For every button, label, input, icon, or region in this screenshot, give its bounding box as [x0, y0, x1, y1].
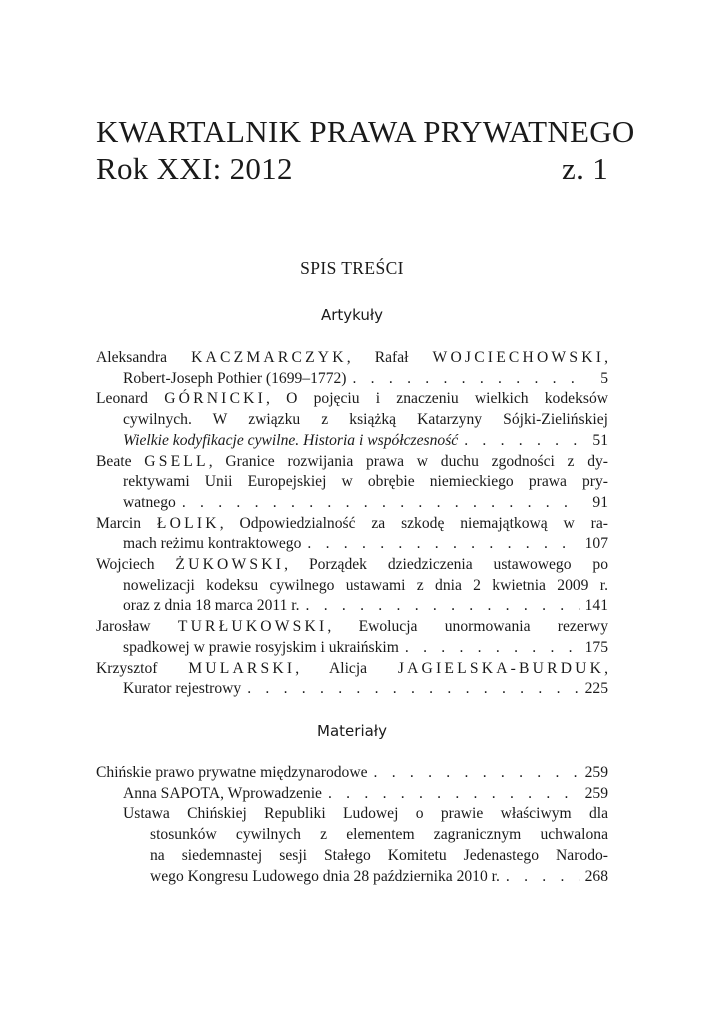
journal-issue: z. 1	[562, 151, 608, 186]
material-title: Ustawa Chińskiej Republiki Ludowej o prawie właściwym dla	[123, 805, 608, 823]
author-surname: WOJCIECHOWSKI	[432, 349, 605, 366]
article-title: , Porządek dziedziczenia ustawowego po	[284, 556, 608, 574]
journal-title-line	[96, 113, 635, 150]
toc-entry-line	[96, 846, 608, 867]
page-number: 5	[600, 369, 608, 387]
leader-dots	[346, 369, 580, 390]
materials-heading: Materiały	[317, 722, 387, 740]
author-first-name: Krzysztof	[96, 659, 158, 677]
toc-entry-line	[96, 493, 608, 514]
author-separator: ,	[604, 659, 609, 677]
toc-entry-line: Aleksandra KACZMARCZYK, Rafał WOJCIECHOWSKI,	[96, 349, 608, 366]
page-number: 268	[584, 867, 608, 885]
toc-entry-mularski[interactable]	[96, 659, 608, 700]
author-surname: GSELL	[144, 452, 209, 470]
journal-year-line	[96, 150, 608, 187]
toc-entry-line	[96, 431, 608, 452]
toc-entry-line	[96, 617, 608, 638]
toc-entry-gornicki[interactable]	[96, 389, 608, 451]
author-first-name: Beate	[96, 452, 132, 470]
article-title: , Ewolucja unormowania rezerwy	[327, 618, 608, 636]
article-title: spadkowej w prawie rosyjskim i ukraińskim	[123, 638, 399, 656]
toc-entry-line	[96, 555, 608, 576]
toc-entry-line	[96, 867, 608, 888]
toc-entry-line	[96, 825, 608, 846]
author-surname: ŻUKOWSKI	[175, 556, 285, 574]
toc-entry-ustawa[interactable]	[96, 804, 608, 887]
journal-title: KWARTALNIK PRAWA PRYWATNEGO	[96, 114, 635, 149]
author-surname: MULARSKI	[188, 659, 296, 677]
leader-dots	[500, 867, 580, 888]
toc-title: SPIS TREŚCI	[300, 258, 404, 278]
page-number: 259	[584, 764, 608, 781]
toc-entry-line	[96, 452, 608, 473]
article-title: , Granice rozwijania prawa w duchu zgodności z dy-	[208, 452, 608, 470]
leader-dots	[322, 784, 580, 805]
toc-entry-line	[96, 514, 608, 535]
article-title: rektywami Unii Europejskiej w obrębie niemieckiego prawa pry-	[123, 473, 608, 491]
article-title: Robert-Joseph Pothier (1699–1772)	[123, 369, 347, 387]
journal-year: Rok XXI: 2012	[96, 151, 293, 186]
article-title: watnego	[123, 493, 176, 511]
page-number: 51	[592, 431, 608, 449]
author-surname: ŁOLIK	[156, 514, 220, 532]
author-surname: KACZMARCZYK	[191, 349, 347, 366]
author-surname: JAGIELSKA-BURDUK	[397, 659, 605, 677]
toc-entry-kaczmarczyk[interactable]	[96, 348, 608, 389]
article-title: Kurator rejestrowy	[123, 680, 242, 698]
article-title: oraz z dnia 18 marca 2011 r.	[123, 597, 300, 615]
leader-dots	[368, 763, 580, 784]
page-number: 259	[584, 784, 608, 802]
toc-entry-line	[96, 784, 608, 805]
author-surname: GÓRNICKI	[164, 390, 267, 408]
toc-entry-line	[96, 576, 608, 597]
author-first-name: Leonard	[96, 390, 148, 408]
toc-entry-zukowski[interactable]	[96, 555, 608, 617]
materials-list	[96, 763, 608, 887]
article-title: Wielkie kodyfikacje cywilne. Historia i współczesność	[123, 431, 459, 449]
page-number: 107	[584, 535, 608, 553]
article-title: nowelizacji kodeksu cywilnego ustawami z dnia 2 kwietnia 2009 r.	[123, 576, 608, 594]
leader-dots	[176, 493, 580, 514]
author-first-name: Aleksandra	[96, 349, 168, 366]
leader-dots	[458, 431, 580, 452]
article-title: cywilnych. W związku z książką Katarzyny Sójki-Zielińskiej	[123, 411, 608, 429]
toc-entry-line	[96, 472, 608, 493]
author-first-name: Wojciech	[96, 556, 155, 574]
leader-dots	[241, 679, 580, 700]
article-title: , O pojęciu i znaczeniu wielkich kodeksów	[266, 390, 609, 408]
articles-heading: Artykuły	[320, 306, 384, 324]
toc-entry-turlukowski[interactable]	[96, 617, 608, 658]
toc-entry-line	[96, 389, 608, 410]
article-title: , Odpowiedzialność za szkodę niemajątkową w ra-	[219, 514, 608, 532]
material-title: Anna SAPOTA, Wprowadzenie	[123, 784, 322, 802]
author-separator: , Rafał	[346, 349, 409, 366]
author-separator: , Alicja	[295, 659, 368, 677]
toc-entry-line	[96, 659, 608, 680]
page-number: 175	[584, 638, 608, 656]
author-first-name: Marcin	[96, 514, 142, 532]
author-first-name: Jarosław	[96, 618, 151, 636]
toc-entry-line	[96, 679, 608, 700]
toc-entry-line	[96, 804, 608, 825]
material-title: Chińskie prawo prywatne międzynarodowe	[96, 764, 368, 781]
material-title: na siedemnastej sesji Stałego Komitetu Jedenastego Narodo-	[150, 846, 608, 864]
journal-header	[96, 113, 635, 187]
toc-entry-line	[96, 369, 608, 390]
toc-entry-line	[96, 638, 608, 659]
leader-dots	[300, 596, 580, 617]
leader-dots	[301, 534, 580, 555]
toc-entry-line	[96, 596, 608, 617]
page-number: 91	[592, 493, 608, 511]
toc-entry-gsell[interactable]	[96, 452, 608, 514]
article-title: mach reżimu kontraktowego	[123, 535, 302, 553]
page-number: 225	[584, 680, 608, 698]
author-surname: TURŁUKOWSKI	[177, 618, 328, 636]
articles-list	[96, 348, 608, 700]
leader-dots	[399, 638, 580, 659]
toc-entry-line	[96, 410, 608, 431]
toc-entry-line	[96, 534, 608, 555]
toc-entry-sapota[interactable]	[96, 784, 608, 805]
page-number: 141	[584, 597, 608, 615]
toc-entry-line	[96, 763, 608, 784]
material-title: wego Kongresu Ludowego dnia 28 października 2010 r.	[150, 867, 500, 885]
toc-entry-chinese-law[interactable]	[96, 763, 608, 784]
toc-entry-lolik[interactable]	[96, 514, 608, 555]
material-title: stosunków cywilnych z elementem zagranicznym uchwalona	[150, 826, 608, 844]
